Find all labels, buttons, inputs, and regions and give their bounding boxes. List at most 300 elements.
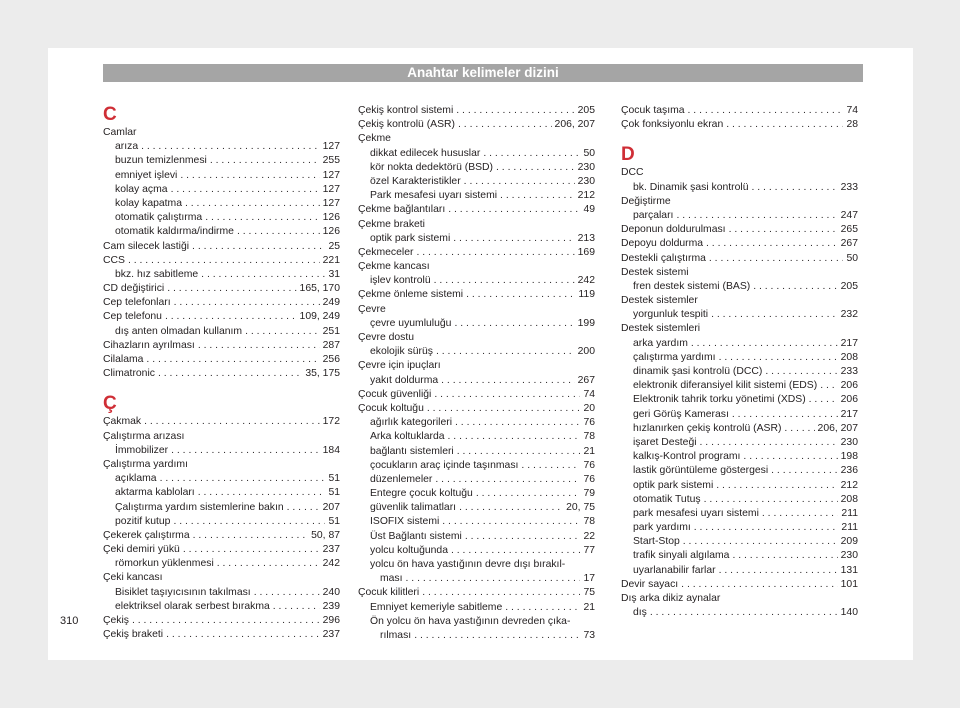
- index-entry: [103, 310, 340, 324]
- index-entry: [358, 629, 595, 643]
- index-page-ref: 230: [840, 436, 858, 448]
- dot-leader: [809, 393, 838, 407]
- index-section-letter: D: [621, 144, 635, 166]
- dot-leader: [180, 169, 319, 183]
- index-entry: [358, 232, 595, 246]
- index-entry: [621, 479, 858, 493]
- dot-leader: [500, 189, 575, 203]
- index-entry: [358, 572, 595, 586]
- index-term: kolay açma: [115, 183, 168, 195]
- dot-leader: [442, 515, 580, 529]
- dot-leader: [732, 549, 837, 563]
- dot-leader: [166, 628, 320, 642]
- index-page-ref: 267: [577, 374, 595, 386]
- index-page-ref: 77: [583, 544, 595, 556]
- index-term: Arka koltuklarda: [370, 431, 445, 443]
- dot-leader: [784, 422, 814, 436]
- dot-leader: [422, 586, 580, 600]
- index-page-ref: 206: [840, 380, 858, 392]
- index-entry: [103, 586, 340, 600]
- index-term: fren destek sistemi (BAS): [633, 280, 751, 292]
- index-term: Çekme önleme sistemi: [358, 289, 464, 301]
- index-entry: [103, 240, 340, 254]
- dot-leader: [820, 379, 837, 393]
- index-page-ref: 247: [840, 209, 858, 221]
- index-entry: [358, 345, 595, 359]
- index-page-ref: 211: [841, 507, 858, 519]
- dot-leader: [676, 209, 837, 223]
- index-page-ref: 25: [328, 240, 340, 252]
- dot-leader: [691, 337, 838, 351]
- dot-leader: [451, 544, 580, 558]
- dot-leader: [681, 578, 837, 592]
- index-term: düzenlemeler: [370, 473, 433, 485]
- index-entry: [103, 444, 340, 458]
- dot-leader: [210, 154, 320, 168]
- index-entry: [358, 104, 595, 118]
- index-term: Bisiklet taşıyıcısının takılması: [115, 586, 251, 598]
- index-entry: [358, 601, 595, 615]
- dot-leader: [464, 175, 575, 189]
- dot-leader: [254, 586, 320, 600]
- index-term: Cilalama: [103, 354, 144, 365]
- index-heading: [621, 266, 858, 280]
- index-entry: [621, 118, 858, 132]
- index-heading: [358, 218, 595, 232]
- index-page-ref: 20: [583, 402, 595, 414]
- index-entry: [103, 501, 340, 515]
- index-term: CD değiştirici: [103, 283, 165, 295]
- index-page-ref: 169: [577, 246, 595, 258]
- dot-leader: [160, 472, 326, 486]
- dot-leader: [505, 601, 580, 615]
- index-term: Cihazların ayrılması: [103, 339, 195, 351]
- dot-leader: [205, 211, 319, 225]
- index-entry: [621, 493, 858, 507]
- index-entry: [103, 557, 340, 571]
- index-page-ref: 28: [846, 119, 858, 131]
- index-entry: [358, 501, 595, 515]
- index-term: Çekme kancası: [358, 261, 430, 273]
- dot-leader: [752, 181, 838, 195]
- index-page-ref: 230: [577, 175, 595, 187]
- index-term: geri Görüş Kamerası: [633, 408, 729, 420]
- index-entry: [103, 415, 340, 429]
- index-entry: [621, 337, 858, 351]
- index-heading: [358, 359, 595, 373]
- index-page-ref: 21: [583, 445, 595, 457]
- index-page-ref: 208: [840, 351, 858, 363]
- index-page-ref: 21: [583, 601, 595, 613]
- index-term: Çocuk taşıma: [621, 105, 685, 116]
- dot-leader: [753, 280, 837, 294]
- index-entry: [358, 147, 595, 161]
- index-page-ref: 213: [577, 232, 595, 244]
- index-page-ref: 205: [840, 280, 858, 292]
- index-heading: [621, 322, 858, 336]
- index-page-ref: 76: [583, 473, 595, 485]
- index-page-ref: 127: [322, 141, 340, 153]
- dot-leader: [483, 147, 580, 161]
- index-term: Çocuk koltuğu: [358, 402, 424, 414]
- index-entry: [358, 246, 595, 260]
- index-entry: [358, 402, 595, 416]
- index-entry: [621, 252, 858, 266]
- index-entry: [103, 325, 340, 339]
- index-entry: [621, 351, 858, 365]
- dot-leader: [496, 161, 575, 175]
- index-entry: [358, 161, 595, 175]
- index-page-ref: 74: [846, 105, 858, 116]
- dot-leader: [237, 225, 320, 239]
- index-entry: [103, 367, 340, 381]
- dot-leader: [144, 415, 320, 429]
- index-entry: [103, 140, 340, 154]
- index-page-ref: 109, 249: [299, 311, 340, 323]
- index-entry: [358, 459, 595, 473]
- index-term: Dış arka dikiz aynalar: [621, 593, 721, 604]
- index-page-ref: 127: [322, 197, 340, 209]
- index-entry: [621, 379, 858, 393]
- index-page-ref: 230: [577, 161, 595, 173]
- dot-leader: [192, 240, 325, 254]
- index-page-ref: 50: [583, 147, 595, 159]
- dot-leader: [434, 274, 575, 288]
- index-entry: [621, 181, 858, 195]
- index-entry: [358, 317, 595, 331]
- dot-leader: [688, 104, 844, 118]
- index-term: İmmobilizer: [115, 444, 169, 456]
- index-page-ref: 199: [577, 317, 595, 329]
- index-entry: [358, 586, 595, 600]
- index-page-ref: 267: [840, 238, 858, 250]
- index-heading: [621, 592, 858, 606]
- index-page-ref: 242: [322, 558, 340, 570]
- index-page-ref: 76: [583, 459, 595, 471]
- index-term: otomatik Tutuş: [633, 493, 701, 505]
- index-page-ref: 165, 170: [299, 283, 340, 295]
- index-entry: [103, 254, 340, 268]
- index-page-ref: 242: [577, 275, 595, 287]
- index-entry: [358, 288, 595, 302]
- index-page-ref: 200: [577, 346, 595, 358]
- index-entry: [621, 104, 858, 118]
- dot-leader: [704, 493, 838, 507]
- index-entry: [103, 472, 340, 486]
- index-term: Çekme bağlantıları: [358, 204, 446, 216]
- index-page-ref: 131: [840, 564, 858, 576]
- index-page-ref: 236: [840, 465, 858, 477]
- dot-leader: [173, 515, 325, 529]
- dot-leader: [436, 345, 575, 359]
- index-entry: [103, 600, 340, 614]
- index-heading: [358, 260, 595, 274]
- dot-leader: [456, 104, 574, 118]
- index-heading: [358, 558, 595, 572]
- dot-leader: [650, 606, 838, 620]
- index-page-ref: 287: [322, 339, 340, 351]
- dot-leader: [466, 288, 575, 302]
- index-term: emniyet işlevi: [115, 169, 178, 181]
- index-entry: [621, 521, 858, 535]
- index-term: yolcu koltuğunda: [370, 544, 448, 556]
- index-page-ref: 198: [840, 451, 858, 463]
- dot-leader: [729, 223, 838, 237]
- index-entry: [358, 388, 595, 402]
- index-page-ref: 256: [322, 354, 340, 365]
- dot-leader: [406, 572, 581, 586]
- index-page-ref: 127: [322, 169, 340, 181]
- index-term: dış: [633, 607, 647, 619]
- dot-leader: [427, 402, 581, 416]
- index-entry: [358, 473, 595, 487]
- index-term: yakıt doldurma: [370, 374, 439, 386]
- index-heading: [621, 195, 858, 209]
- index-term: kolay kapatma: [115, 197, 182, 209]
- index-entry: [621, 237, 858, 251]
- index-term: Destekli çalıştırma: [621, 252, 706, 264]
- index-term: Climatronic: [103, 368, 155, 380]
- dot-leader: [732, 408, 838, 422]
- index-term: Camlar: [103, 127, 137, 138]
- index-term: açıklama: [115, 473, 157, 485]
- index-page-ref: 212: [840, 479, 858, 491]
- index-entry: [358, 374, 595, 388]
- dot-leader: [198, 486, 326, 500]
- index-term: dış anten olmadan kullanım: [115, 325, 243, 337]
- dot-leader: [171, 183, 320, 197]
- index-term: parçaları: [633, 209, 674, 221]
- index-page-ref: 206, 207: [554, 119, 595, 131]
- index-entry: [621, 464, 858, 478]
- index-term: Çekerek çalıştırma: [103, 529, 190, 541]
- index-term: bağlantı sistemleri: [370, 445, 454, 457]
- dot-leader: [141, 140, 320, 154]
- index-term: Cep telefonu: [103, 311, 162, 323]
- index-entry: [621, 209, 858, 223]
- index-page-ref: 51: [328, 473, 340, 485]
- index-term: Çalıştırma yardımı: [103, 458, 188, 470]
- index-page-ref: 78: [583, 431, 595, 443]
- index-heading: [103, 571, 340, 585]
- index-entry: [103, 515, 340, 529]
- index-page-ref: 249: [322, 297, 340, 309]
- index-entry: [358, 274, 595, 288]
- index-term: rılması: [380, 629, 412, 641]
- index-page-ref: 240: [322, 586, 340, 598]
- index-term: elektriksel olarak serbest bırakma: [115, 600, 270, 612]
- index-entry: [358, 530, 595, 544]
- dot-leader: [476, 487, 581, 501]
- index-term: Çalıştırma yardım sistemlerine bakın: [115, 501, 284, 513]
- index-entry: [103, 614, 340, 628]
- index-page-ref: 31: [328, 268, 340, 280]
- index-term: Emniyet kemeriyle sabitleme: [370, 601, 503, 613]
- index-term: Depoyu doldurma: [621, 238, 704, 250]
- index-page-ref: 251: [322, 325, 340, 337]
- index-page-ref: 20, 75: [566, 502, 595, 514]
- index-page-ref: 73: [583, 629, 595, 641]
- dot-leader: [198, 339, 320, 353]
- dot-leader: [465, 530, 581, 544]
- index-page-ref: 205: [577, 105, 595, 116]
- index-entry: [621, 280, 858, 294]
- index-term: park yardımı: [633, 522, 691, 534]
- index-entry: [103, 268, 340, 282]
- index-term: Entegre çocuk koltuğu: [370, 488, 473, 500]
- dot-leader: [458, 118, 552, 132]
- index-column-1: [103, 104, 340, 642]
- index-term: çevre uyumluluğu: [370, 317, 452, 329]
- index-term: römorkun yüklenmesi: [115, 558, 214, 570]
- index-page-ref: 75: [583, 587, 595, 599]
- index-page-ref: 126: [322, 226, 340, 238]
- index-page-ref: 51: [328, 487, 340, 499]
- dot-leader: [414, 629, 580, 643]
- dot-leader: [700, 436, 838, 450]
- index-term: ması: [380, 573, 403, 585]
- dot-leader: [185, 197, 320, 211]
- index-entry: [103, 282, 340, 296]
- index-term: arka yardım: [633, 337, 688, 349]
- index-term: Destek sistemi: [621, 266, 689, 278]
- index-term: CCS: [103, 254, 125, 266]
- dot-leader: [245, 325, 320, 339]
- index-entry: [103, 154, 340, 168]
- index-entry: [621, 365, 858, 379]
- index-heading: [358, 132, 595, 146]
- index-page-ref: 140: [840, 607, 858, 619]
- index-entry: [358, 175, 595, 189]
- dot-leader: [711, 308, 838, 322]
- index-term: Çevre dostu: [358, 332, 415, 343]
- index-page-ref: 211: [841, 522, 858, 534]
- index-page-ref: 101: [840, 578, 858, 590]
- page-header-title: Anahtar kelimeler dizini: [103, 64, 863, 82]
- index-entry: [621, 450, 858, 464]
- index-page-ref: 51: [328, 515, 340, 527]
- dot-leader: [694, 521, 839, 535]
- index-term: Çocuk kilitleri: [358, 587, 420, 599]
- index-term: ekolojik sürüş: [370, 346, 433, 358]
- dot-leader: [719, 564, 838, 578]
- index-heading: [358, 303, 595, 317]
- index-term: işlev kontrolü: [370, 275, 431, 287]
- dot-leader: [448, 430, 581, 444]
- dot-leader: [165, 310, 297, 324]
- index-heading: [621, 166, 858, 180]
- index-entry: [103, 296, 340, 310]
- index-page-ref: 237: [322, 629, 340, 641]
- index-entry: [103, 197, 340, 211]
- index-entry: [621, 606, 858, 620]
- index-page-ref: 265: [840, 224, 858, 236]
- index-page-ref: 126: [322, 212, 340, 224]
- index-entry: [621, 308, 858, 322]
- dot-leader: [193, 529, 308, 543]
- index-term: Park mesafesi uyarı sistemi: [370, 190, 498, 202]
- dot-leader: [201, 268, 325, 282]
- index-term: özel Karakteristikler: [370, 175, 461, 187]
- index-term: Çekiş kontrolü (ASR): [358, 119, 456, 131]
- index-page-ref: 50: [846, 252, 858, 264]
- index-term: Destek sistemler: [621, 295, 698, 307]
- index-page-ref: 217: [840, 337, 858, 349]
- index-page-ref: 79: [583, 488, 595, 500]
- index-term: Çekme: [358, 133, 391, 145]
- index-page-ref: 233: [840, 366, 858, 377]
- index-entry: [358, 544, 595, 558]
- index-term: Destek sistemleri: [621, 323, 701, 335]
- index-term: güvenlik talimatları: [370, 502, 457, 514]
- index-entry: [621, 436, 858, 450]
- index-entry: [358, 445, 595, 459]
- dot-leader: [158, 367, 302, 381]
- index-term: buzun temizlenmesi: [115, 155, 207, 167]
- index-entry: [621, 549, 858, 563]
- index-page-ref: 172: [322, 416, 340, 428]
- index-page-ref: 76: [583, 417, 595, 429]
- dot-leader: [416, 246, 574, 260]
- index-term: otomatik çalıştırma: [115, 212, 203, 224]
- index-page-ref: 212: [577, 190, 595, 202]
- index-page-ref: 255: [322, 155, 340, 167]
- index-page-ref: 296: [322, 615, 340, 626]
- dot-leader: [435, 473, 580, 487]
- index-entry: [103, 183, 340, 197]
- index-page-ref: 50, 87: [311, 529, 340, 541]
- index-page-ref: 119: [578, 289, 595, 301]
- index-entry: [621, 408, 858, 422]
- index-term: Çeki demiri yükü: [103, 544, 180, 556]
- dot-leader: [174, 296, 320, 310]
- index-term: Çekiş: [103, 615, 129, 626]
- page-number: 310: [60, 615, 79, 627]
- dot-leader: [434, 388, 580, 402]
- index-term: çalıştırma yardımı: [633, 351, 716, 363]
- index-page-ref: 206: [840, 394, 858, 406]
- index-term: yolcu ön hava yastığının devre dışı bırakıl-: [370, 559, 566, 570]
- index-page-ref: 221: [322, 254, 340, 266]
- index-entry: [358, 118, 595, 132]
- index-term: dikkat edilecek hususlar: [370, 147, 481, 159]
- index-page-ref: 49: [583, 204, 595, 216]
- index-entry: [621, 578, 858, 592]
- dot-leader: [455, 416, 580, 430]
- index-page-ref: 233: [840, 181, 858, 193]
- index-page-ref: 74: [583, 388, 595, 400]
- index-term: arıza: [115, 141, 139, 153]
- index-term: Çakmak: [103, 416, 142, 428]
- index-entry: [621, 223, 858, 237]
- index-term: DCC: [621, 167, 644, 179]
- index-page-ref: 209: [840, 536, 858, 548]
- dot-leader: [128, 254, 320, 268]
- index-entry: [621, 422, 858, 436]
- index-entry: [103, 543, 340, 557]
- index-page-ref: 208: [840, 493, 858, 505]
- index-term: hızlanırken çekiş kontrolü (ASR): [633, 422, 782, 434]
- index-page-ref: 207: [322, 501, 340, 513]
- dot-leader: [709, 252, 844, 266]
- dot-leader: [132, 614, 320, 628]
- index-term: bkz. hız sabitleme: [115, 268, 199, 280]
- dot-leader: [453, 232, 574, 246]
- index-term: Deponun doldurulması: [621, 224, 726, 236]
- index-term: ağırlık kategorileri: [370, 417, 453, 429]
- dot-leader: [441, 374, 575, 388]
- index-term: Çekiş braketi: [103, 629, 164, 641]
